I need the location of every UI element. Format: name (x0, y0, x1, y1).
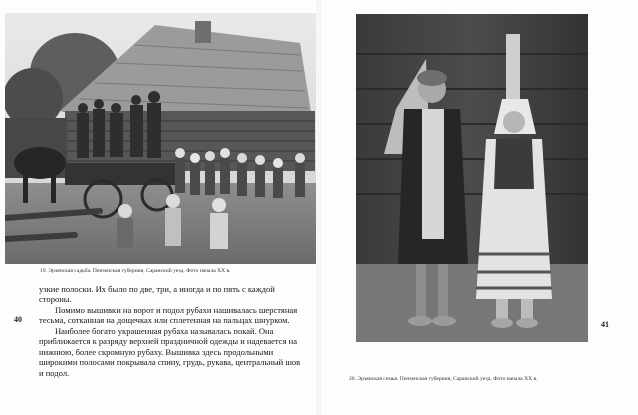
page-number-left: 40 (14, 315, 22, 324)
paragraph-pokai: Наиболее богато украшенная рубаха называлась покай. Она приближается к разряду верхней праздничной одежды и надевается на нижнюю, более скромную рубаху. Вышивка здесь продольными широкими полосами покрывала спину, грудь, рукава, центральный шов и подол. (39, 325, 301, 378)
homestead-photo-caption: 19. Эрзянская садьба. Пензенская губерния, Саранский уезд. Фото начала XX в. (40, 268, 231, 274)
homestead-photo-drawing (5, 13, 316, 264)
paragraph-braid: Помимо вышивки на ворот и подол рубахи нашивалась шерстяная тесьма, сотканная на дощечках или сплетенная на пальцах шнурком. (39, 304, 298, 326)
book-gutter (317, 0, 321, 415)
family-photo-drawing (356, 14, 588, 342)
homestead-photo (5, 13, 316, 264)
family-photo (356, 14, 588, 342)
body-text (39, 284, 301, 378)
page-number-right: 41 (601, 320, 609, 329)
paragraph-stripes: узкие полоски. Их было по две, три, а иногда и по пять с каждой стороны. (39, 284, 275, 305)
family-photo-caption: 20. Эрзянская семья. Пензенская губерния, Саранский уезд. Фото начала XX в. (349, 376, 538, 382)
